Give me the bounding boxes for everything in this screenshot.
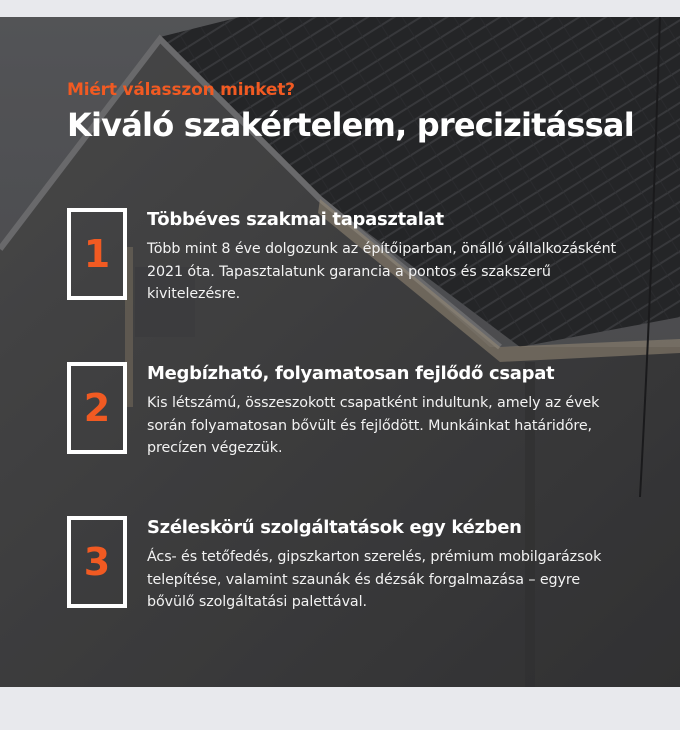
feature-text xyxy=(147,516,627,614)
feature-title: Megbízható, folyamatosan fejlődő csapat xyxy=(147,363,555,384)
feature-text xyxy=(147,208,627,306)
feature-description: Kis létszámú, összeszokott csapatként indultunk, amely az évek során folyamatosan bővült és fejlődött. Munkáinkat határidőre, precízen végezzük. xyxy=(147,395,600,456)
feature-number: 3 xyxy=(83,540,111,584)
feature-description: Több mint 8 éve dolgozunk az építőiparban, önálló vállalkozásként 2021 óta. Tapasztalatunk garancia a pontos és szakszerű kivitelezésre. xyxy=(147,241,617,302)
feature-text xyxy=(147,362,627,460)
section-content xyxy=(67,79,657,610)
feature-number-box xyxy=(67,208,127,300)
why-choose-us-section xyxy=(0,17,680,687)
feature-number-box xyxy=(67,516,127,608)
section-eyebrow: Miért válasszon minket? xyxy=(67,80,295,100)
section-title: Kiváló szakértelem, precizitással xyxy=(67,106,634,144)
feature-number: 1 xyxy=(83,232,111,276)
feature-number-box xyxy=(67,362,127,454)
feature-title: Széleskörű szolgáltatások egy kézben xyxy=(147,517,522,538)
feature-number: 2 xyxy=(83,386,111,430)
feature-title: Többéves szakmai tapasztalat xyxy=(147,209,444,230)
feature-description: Ács- és tetőfedés, gipszkarton szerelés, prémium mobilgarázsok telepítése, valamint szaunák és dézsák forgalmazása – egyre bővülő szolgáltatási palettával. xyxy=(147,549,602,610)
